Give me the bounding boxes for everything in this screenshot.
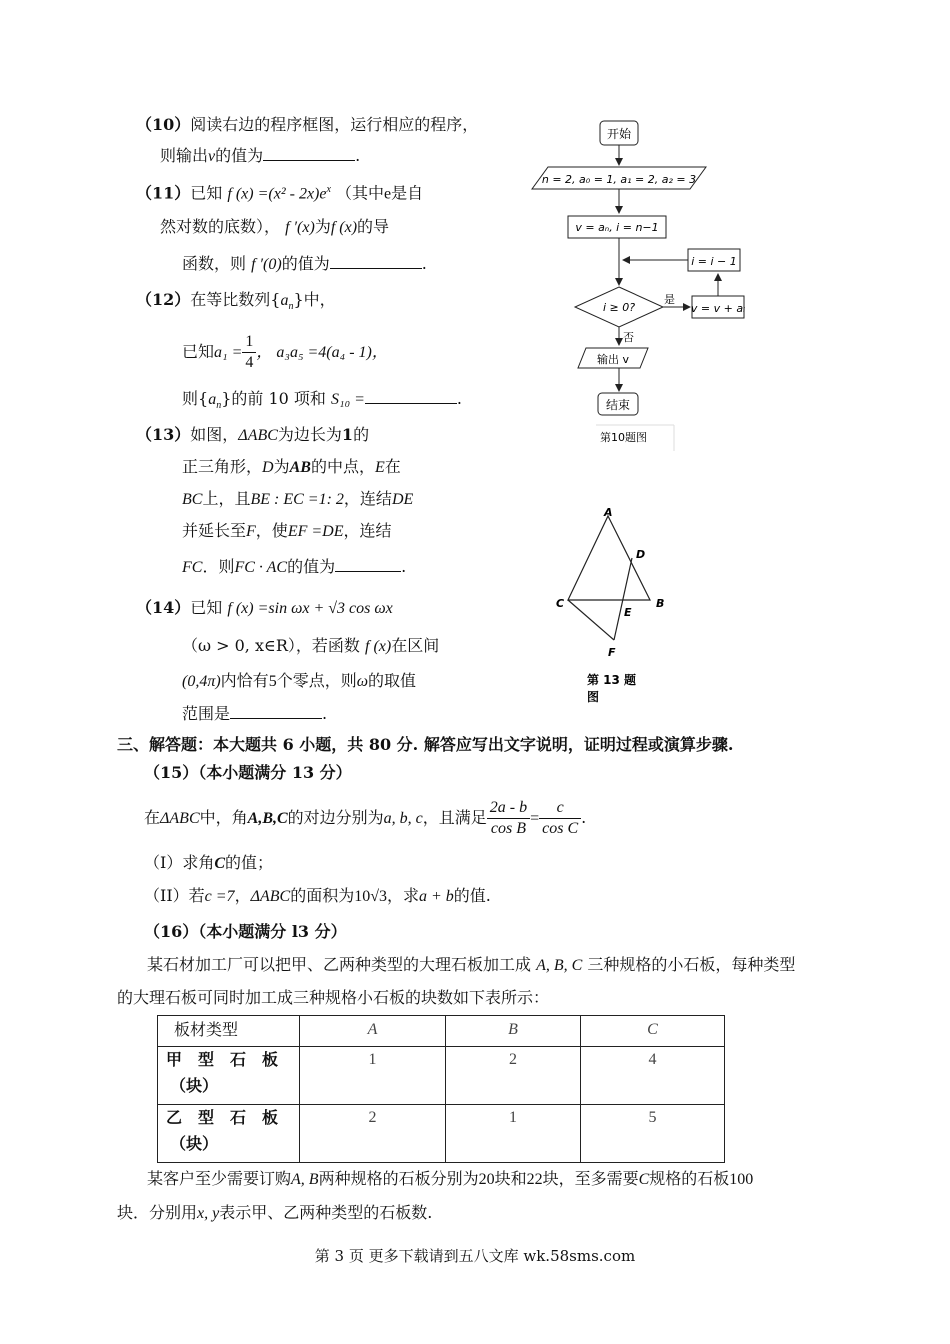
table-row: [158, 1047, 725, 1105]
q11-fprime: f ′(x): [285, 219, 315, 236]
q12-an2: a: [208, 391, 217, 408]
q10-var: v: [208, 148, 216, 165]
q11-l2b: 为: [314, 217, 331, 236]
q16-intro-a: 某石材加工厂可以把甲、乙两种类型的大理石板加工成: [147, 955, 532, 974]
q11-number: （11）: [136, 183, 191, 203]
q15-p2b: ，: [234, 886, 251, 905]
q11-line1: [136, 180, 423, 204]
q13-l2a: 正三角形，: [182, 457, 263, 476]
q11-l3a: 函数，则: [182, 254, 247, 273]
flow-condition-label: i ≥ 0?: [602, 301, 636, 314]
table-cell: 5: [581, 1105, 725, 1163]
q12-frac-den: 4: [245, 354, 254, 371]
q10-end: .: [355, 146, 361, 165]
q14-number: （14）: [136, 598, 191, 617]
flow-update-i-label: i = i − 1: [691, 255, 737, 268]
q15-angles: A,B,C: [247, 810, 288, 827]
table-row-label: [158, 1047, 300, 1105]
q15-fraction-left: [487, 798, 530, 839]
q15-frac2-num: c: [539, 798, 581, 819]
page-footer: 第 3 页 更多下载请到五八文库 wk.58sms.com: [314, 1247, 636, 1265]
q16-20: 20: [478, 1171, 495, 1188]
q16-after-d: 块，至多需要: [542, 1169, 639, 1188]
flow-output-label: 输出 v: [596, 353, 630, 366]
section3-title: 三、解答题：本大题共 6 小题，共 80 分. 解答应写出文字说明，证明过程或演算步骤.: [117, 735, 734, 754]
flow-start-label: 开始: [606, 127, 632, 141]
q15-sides: a, b, c: [383, 810, 423, 827]
q14-l2b: 在区间: [391, 636, 440, 655]
q13-l1c: 的: [353, 425, 370, 444]
q12-a: 在等比数列{: [190, 290, 281, 309]
q13-fc: FC: [182, 559, 203, 576]
q15-heading: （15）（本小题满分 13 分）: [144, 763, 352, 782]
q13-l1a: 如图，: [190, 425, 239, 444]
table-header-cell: A: [300, 1016, 446, 1047]
q16-after2-b: 表示甲、乙两种类型的石板数.: [219, 1203, 433, 1222]
table-cell: 2: [446, 1047, 581, 1105]
q12-given: 已知: [182, 342, 215, 361]
q13-line5: [182, 557, 406, 578]
q10-line1: [136, 115, 478, 135]
q11-c: 是自: [391, 183, 424, 203]
segment-fc: [568, 600, 614, 640]
q15-p2d: ，求: [386, 886, 419, 905]
q15-part1: [144, 853, 273, 874]
q14-interval: (0,4π): [182, 673, 221, 690]
q15-p2e: 的值.: [453, 886, 491, 905]
q15-triangle: ΔABC: [160, 810, 200, 827]
q13-l2c: 的中点，: [310, 457, 375, 476]
q12-an: a: [280, 292, 289, 309]
q11-e: e: [384, 185, 392, 203]
q12-l3a: 则{: [182, 389, 209, 408]
q14-l3a: 内恰有: [220, 671, 269, 690]
q12-sub: n: [288, 301, 294, 313]
q13-ratio: BE : EC =1: 2: [250, 491, 344, 508]
q12-line3: [182, 389, 462, 416]
q15-d: ，且满足: [422, 808, 487, 827]
point-c-label: C: [556, 597, 565, 610]
q13-l4a: 并延长至: [182, 521, 247, 540]
q10-tail: 的值为: [215, 146, 264, 165]
q16-after-b: 两种规格的石板分别为: [318, 1169, 479, 1188]
q13-e: E: [374, 459, 385, 476]
q16-ab: A, B: [291, 1171, 319, 1188]
q11-l2c: 的导: [357, 217, 390, 236]
triangle-figure: [550, 502, 680, 714]
q15-aplusb: a + b: [419, 888, 454, 905]
q15-frac2-den: cos C: [542, 820, 579, 837]
q14-function: f (x) =sin ωx + √3 cos ωx: [227, 600, 393, 617]
triangle-caption-1: 第 13 题: [587, 673, 637, 687]
q15-p2c: 的面积为: [290, 886, 355, 905]
flow-end-label: 结束: [605, 398, 631, 412]
q12-end: .: [456, 389, 463, 408]
triangle-caption-2: 图: [587, 690, 600, 704]
q13-l4b: ，使: [255, 521, 288, 540]
flowchart-diagram: [520, 115, 760, 455]
label-line: （块）: [170, 1134, 219, 1153]
q13-dot-product: FC · AC: [234, 559, 288, 576]
q12-fraction: [242, 332, 256, 373]
table-cell: 1: [446, 1105, 581, 1163]
q12-l3b: }的前 10 项和: [221, 389, 326, 408]
q12-frac-num: 1: [242, 332, 256, 353]
q12-a1: a₁ =: [214, 344, 243, 361]
q14-line1: [136, 598, 393, 619]
label-line: 甲 型 石 板: [166, 1050, 279, 1069]
q11-answer-blank: [330, 254, 422, 269]
q13-l3c: ，连结: [343, 489, 392, 508]
q15-p1c: C: [214, 855, 225, 872]
q15-a: 在: [144, 808, 161, 827]
q15-end: .: [581, 808, 587, 827]
q16-after-a: 某客户至少需要订购: [147, 1169, 292, 1188]
table-cell: 2: [300, 1105, 446, 1163]
q12-sub2: n: [216, 400, 222, 412]
point-b-label: B: [656, 597, 665, 610]
q14-fx: f (x): [365, 638, 392, 655]
q16-after2-a: 块．分别用: [117, 1203, 198, 1222]
q15-area: 10√3: [354, 888, 387, 905]
q12-number: （12）: [136, 290, 191, 309]
q15-c7: c =7: [204, 888, 235, 905]
q16-after-line1: [147, 1169, 753, 1190]
table-row: [158, 1016, 725, 1047]
label-line: 乙 型 石 板: [166, 1108, 279, 1127]
q11-function: f (x) =(x² - 2x)e: [227, 185, 327, 203]
flow-update-v-label: v = v + aᵢ: [690, 302, 746, 315]
q16-xy: x, y: [197, 1205, 220, 1222]
q10-number: （10）: [136, 115, 191, 134]
q15-triangle2: ΔABC: [250, 888, 291, 905]
point-a-label: A: [604, 506, 613, 519]
q15-p1b: 的值；: [225, 853, 274, 872]
table-header-cell: C: [581, 1016, 725, 1047]
q14-omega: ω: [356, 673, 368, 690]
q15-p2a: （II）若: [144, 886, 205, 905]
q16-22: 22: [526, 1171, 543, 1188]
q13-answer-blank: [335, 557, 401, 572]
q12-b: }中，: [293, 290, 336, 309]
q13-line2: [182, 457, 401, 478]
spec-table: [157, 1015, 725, 1163]
q13-triangle: ΔABC: [238, 427, 278, 444]
q15-equals: =: [530, 810, 540, 827]
q13-l3b: 上，且: [202, 489, 251, 508]
q14-a: 已知: [190, 598, 223, 617]
q13-number: （13）: [136, 425, 191, 444]
flowchart-caption: 第10题图: [600, 431, 647, 444]
q15-b: 中，角: [199, 808, 248, 827]
q13-l2b: 为: [273, 457, 290, 476]
q12-s10: S₁₀ =: [331, 391, 365, 408]
q13-l5c: 的值为: [287, 557, 336, 576]
q11-fx: f (x): [330, 219, 358, 236]
q13-line1: [136, 425, 369, 446]
q14-l4: 范围是: [182, 704, 231, 723]
q12-answer-blank: [365, 389, 457, 404]
q13-bc: BC: [182, 491, 203, 508]
q13-de: DE: [391, 491, 414, 508]
q10-text: 阅读右边的程序框图，运行相应的程序，: [190, 115, 479, 134]
q15-frac1-den: cos B: [490, 820, 527, 837]
table-header-cell: 板材类型: [158, 1016, 300, 1047]
q11-line3: [182, 254, 427, 275]
label-line: （块）: [170, 1076, 219, 1095]
q16-intro-line2: 的大理石板可同时加工成三种规格小石板的块数如下表所示：: [117, 988, 550, 1007]
q15-statement: [144, 796, 586, 840]
q11-l2a: 然对数的底数），: [160, 217, 281, 236]
flow-yes-label: 是: [664, 293, 675, 306]
q13-one: 1: [341, 425, 354, 444]
q10-line2: [160, 146, 360, 167]
q11-b: （其中: [336, 183, 385, 203]
q14-five: 5: [268, 673, 277, 690]
q11-line2: [160, 217, 389, 238]
q15-p1a: （I）求角: [144, 853, 215, 872]
q10-answer-blank: [263, 146, 355, 161]
q14-line3: [182, 671, 416, 692]
table-row-label: [158, 1105, 300, 1163]
table-header-cell: B: [446, 1016, 581, 1047]
flow-assign-label: v = aₙ, i = n−1: [575, 221, 659, 234]
q16-heading: （16）（本小题满分 l3 分）: [144, 922, 347, 941]
q13-line3: [182, 489, 413, 510]
q11-l3b: 的值为: [281, 254, 330, 273]
q13-efde: EF =DE: [287, 523, 344, 540]
table-cell: 1: [300, 1047, 446, 1105]
q13-l4c: ，连结: [343, 521, 392, 540]
q16-after-e: 规格的石板: [649, 1169, 730, 1188]
q15-part2: [144, 886, 491, 907]
q13-f: F: [246, 523, 256, 540]
q13-l1b: 为边长为: [277, 425, 342, 444]
point-d-label: D: [636, 548, 646, 561]
q11-fprime0: f ′(0): [251, 256, 282, 273]
q11-end: .: [421, 254, 427, 273]
q15-frac1-num: 2a - b: [487, 798, 530, 819]
q14-line2: [182, 636, 439, 657]
q12-condition: ， a₃a₅ =4(a₄ - 1)，: [256, 344, 388, 361]
q16-after-c: 块和: [494, 1169, 527, 1188]
q13-d: D: [262, 459, 274, 476]
q15-c: 的对边分别为: [287, 808, 384, 827]
q16-after-line2: [117, 1203, 432, 1224]
q15-fraction-right: [539, 798, 581, 839]
q16-intro-line1: [147, 955, 795, 976]
q13-l2f: 在: [384, 457, 401, 476]
flow-init-label: n = 2, a₀ = 1, a₁ = 2, a₂ = 3: [541, 173, 697, 186]
flow-no-label: 否: [623, 331, 634, 344]
q11-a: 已知: [190, 183, 223, 203]
point-e-label: E: [624, 606, 632, 619]
q12-line1: [136, 290, 336, 317]
q16-intro-b: 三种规格的小石板，每种类型: [587, 955, 796, 974]
q14-l3b: 个零点，则: [276, 671, 357, 690]
q14-l3c: 的取值: [368, 671, 417, 690]
q10-output-label: 则输出: [160, 146, 209, 165]
q14-answer-blank: [230, 704, 322, 719]
q13-ab: AB: [289, 459, 311, 476]
table-cell: 4: [581, 1047, 725, 1105]
q14-l2: （ω > 0, x∈R），若函数: [182, 636, 360, 655]
q13-end: .: [401, 557, 407, 576]
q16-100: 100: [729, 1171, 754, 1188]
q14-line4: [182, 704, 327, 724]
q16-abc: A, B, C: [536, 957, 583, 974]
point-f-label: F: [608, 646, 616, 659]
q12-line2: [182, 330, 388, 374]
segment-df: [614, 558, 632, 640]
q13-l5b: ．则: [202, 557, 235, 576]
q13-line4: [182, 521, 392, 542]
q14-end: .: [322, 704, 328, 723]
q16-c: C: [638, 1171, 650, 1188]
table-row: [158, 1105, 725, 1163]
q11-exp: x: [326, 184, 331, 195]
